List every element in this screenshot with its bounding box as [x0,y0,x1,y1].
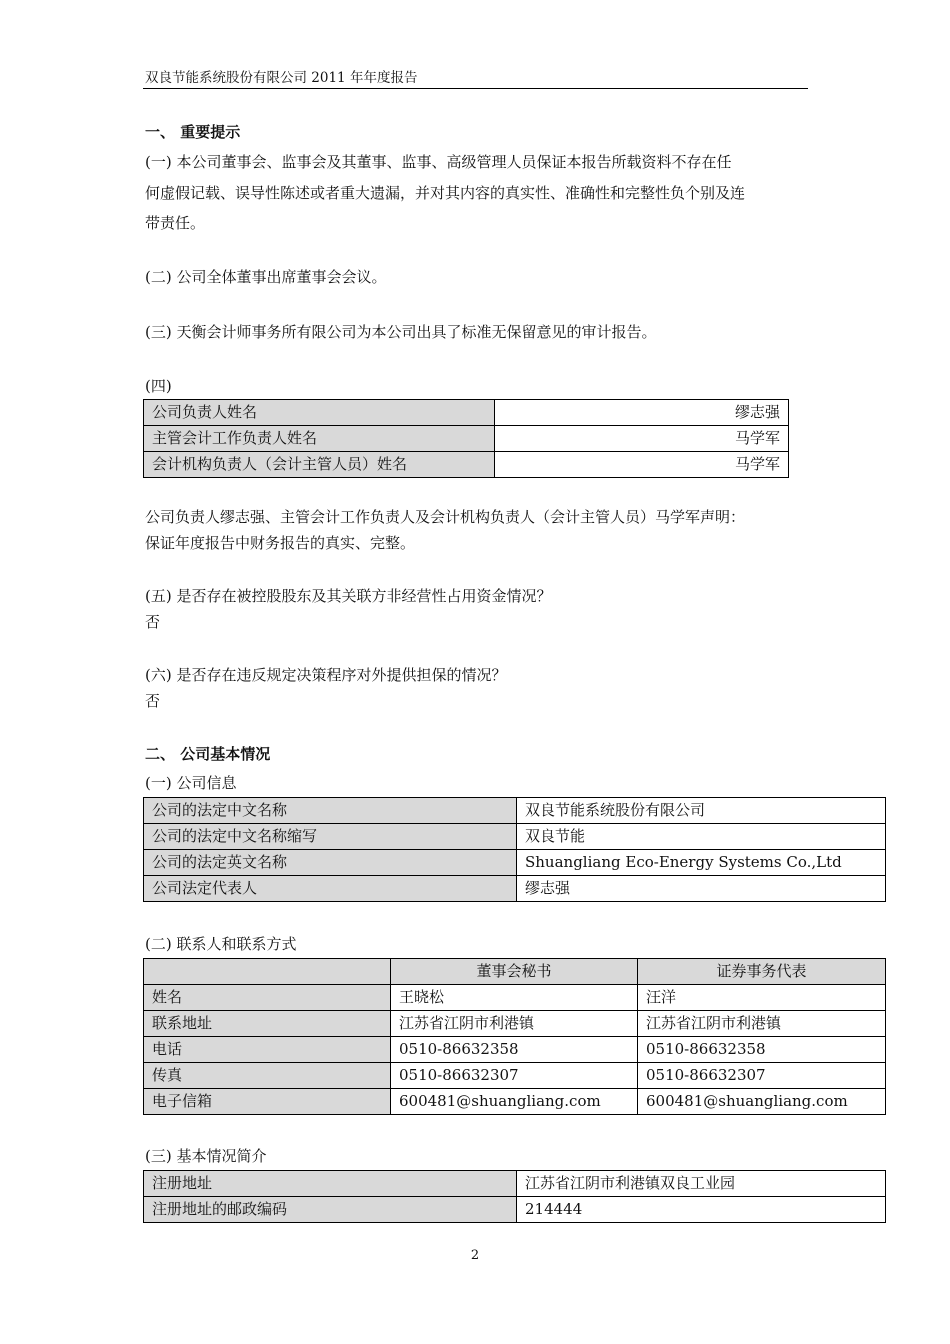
table-row [144,1011,886,1037]
table-row [144,798,886,824]
table-cell-label: 注册地址的邮政编码 [144,1197,517,1223]
table-header-cell: 董事会秘书 [391,959,638,985]
table-header-cell [144,959,391,985]
table-row [144,1197,886,1223]
header-rule [143,88,808,89]
table-cell-value: 双良节能 [517,824,886,850]
item6-question: (六) 是否存在违反规定决策程序对外提供担保的情况？ [145,666,507,684]
table-cell-label: 会计机构负责人（会计主管人员）姓名 [144,452,495,478]
page-number: 2 [470,1248,480,1263]
table-cell-value: 汪洋 [638,985,886,1011]
item1-line1: (一) 本公司董事会、监事会及其董事、监事、高级管理人员保证本报告所载资料不存在任 [145,153,732,171]
statement-line1: 公司负责人缪志强、主管会计工作负责人及会计机构负责人（会计主管人员）马学军声明： [145,508,746,526]
table-cell-value: 王晓松 [391,985,638,1011]
table-cell-label: 公司的法定中文名称缩写 [144,824,517,850]
table-row [144,400,789,426]
table-cell-value: 江苏省江阴市利港镇双良工业园 [517,1171,886,1197]
section2-sub2: (二) 联系人和联系方式 [145,935,297,953]
table-cell-value: Shuangliang Eco-Energy Systems Co.,Ltd [517,850,886,876]
table-cell-value: 0510-86632358 [638,1037,886,1063]
table-cell-label: 传真 [144,1063,391,1089]
item5-question: (五) 是否存在被控股股东及其关联方非经营性占用资金情况？ [145,587,552,605]
table-row [144,1037,886,1063]
table-cell-value: 0510-86632307 [391,1063,638,1089]
table-cell-label: 电话 [144,1037,391,1063]
table-cell-value: 江苏省江阴市利港镇 [391,1011,638,1037]
table-cell-value: 马学军 [495,452,789,478]
section2-sub1: (一) 公司信息 [145,774,237,792]
statement-line2: 保证年度报告中财务报告的真实、完整。 [145,534,416,552]
contact-table [143,958,886,1115]
report-header-title: 双良节能系统股份有限公司 2011 年年度报告 [145,70,418,86]
table-row [144,452,789,478]
table-cell-value: 600481@shuangliang.com [391,1089,638,1115]
responsible-persons-table [143,399,789,478]
table-cell-value: 600481@shuangliang.com [638,1089,886,1115]
table-cell-label: 公司负责人姓名 [144,400,495,426]
table-cell-label: 公司法定代表人 [144,876,517,902]
table-cell-label: 电子信箱 [144,1089,391,1115]
item3-text: (三) 天衡会计师事务所有限公司为本公司出具了标准无保留意见的审计报告。 [145,323,657,341]
table-cell-value: 214444 [517,1197,886,1223]
table-cell-label: 联系地址 [144,1011,391,1037]
table-row [144,1089,886,1115]
table-cell-label: 主管会计工作负责人姓名 [144,426,495,452]
item2-text: (二) 公司全体董事出席董事会会议。 [145,268,387,286]
table-row [144,426,789,452]
table-cell-value: 缪志强 [517,876,886,902]
table-row [144,824,886,850]
table-cell-value: 0510-86632307 [638,1063,886,1089]
table-row [144,1063,886,1089]
table-row [144,985,886,1011]
company-info-table [143,797,886,902]
table-cell-label: 公司的法定中文名称 [144,798,517,824]
section2-sub3: (三) 基本情况简介 [145,1147,267,1165]
item1-line3: 带责任。 [145,214,206,232]
section2-heading: 二、 公司基本情况 [145,745,271,763]
table-cell-label: 注册地址 [144,1171,517,1197]
item5-answer: 否 [145,613,161,631]
section1-heading: 一、 重要提示 [145,123,241,141]
table-cell-label: 公司的法定英文名称 [144,850,517,876]
table-header-row [144,959,886,985]
table-cell-value: 马学军 [495,426,789,452]
table-cell-value: 江苏省江阴市利港镇 [638,1011,886,1037]
table-cell-value: 0510-86632358 [391,1037,638,1063]
basic-info-table [143,1170,886,1223]
table-row [144,876,886,902]
table-cell-label: 姓名 [144,985,391,1011]
item6-answer: 否 [145,692,161,710]
item4-label: (四) [145,377,172,395]
table-row [144,1171,886,1197]
table-cell-value: 双良节能系统股份有限公司 [517,798,886,824]
item1-line2: 何虚假记载、误导性陈述或者重大遗漏，并对其内容的真实性、准确性和完整性负个别及连 [145,184,746,202]
table-header-cell: 证券事务代表 [638,959,886,985]
table-row [144,850,886,876]
table-cell-value: 缪志强 [495,400,789,426]
